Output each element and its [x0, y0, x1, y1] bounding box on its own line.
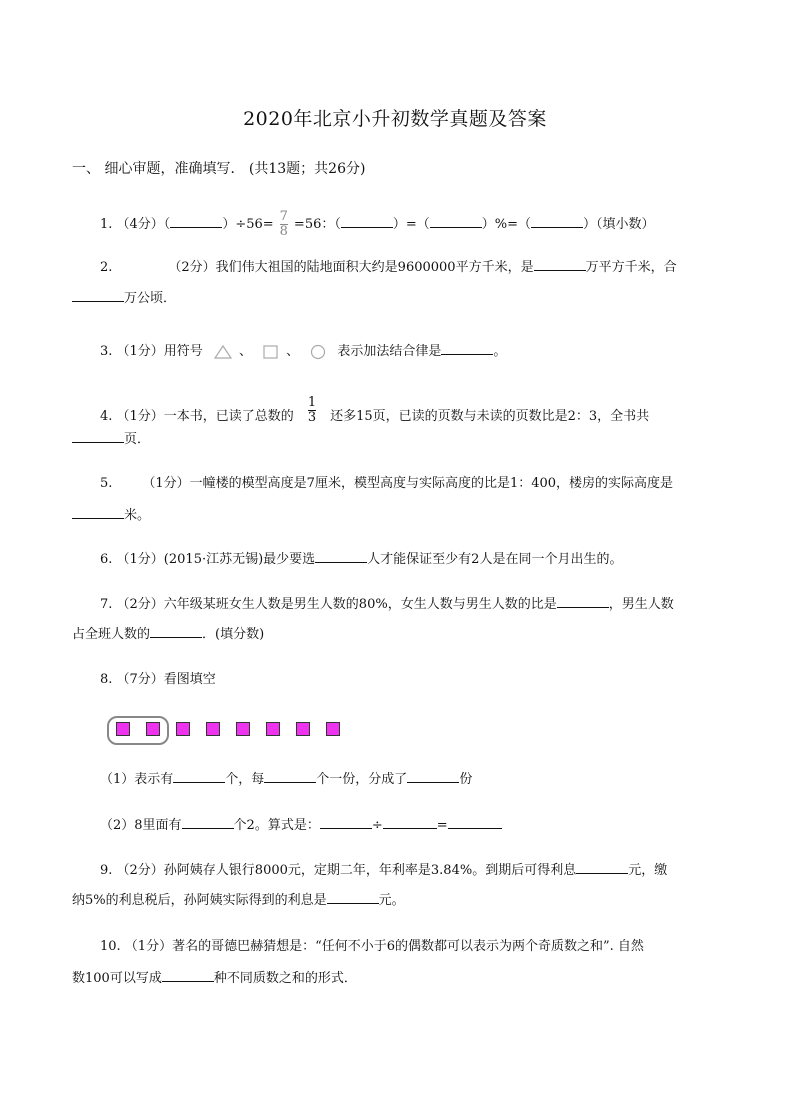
- answer-blank[interactable]: [72, 505, 124, 519]
- q10-text: 种不同质数之和的形式．: [213, 971, 357, 986]
- answer-blank[interactable]: [430, 214, 482, 228]
- triangle-icon: [213, 344, 233, 360]
- question-6: [100, 549, 622, 570]
- q5-text: 米。: [124, 508, 151, 523]
- q7-text: 7. （2分）六年级某班女生人数是男生人数的80%，女生人数与男生人数的比是: [100, 597, 557, 612]
- q8-text: （2）8里面有: [100, 818, 182, 833]
- q4-text: 4. （1分）一本书，已读了总数的: [100, 409, 294, 424]
- answer-blank[interactable]: [407, 769, 459, 783]
- question-1: [100, 211, 655, 238]
- q8-text: ÷: [371, 818, 383, 833]
- q6-text: 人才能保证至少有2人是在同一个月出生的。: [367, 552, 623, 567]
- square-shape: [176, 722, 190, 736]
- question-2-cont: [72, 288, 176, 309]
- answer-blank[interactable]: [383, 815, 437, 829]
- answer-blank[interactable]: [441, 341, 493, 355]
- q10-text: 10. （1分）著名的哥德巴赫猜想是：“任何不小于6的偶数都可以表示为两个奇质数之和”. 自然: [100, 939, 644, 954]
- q8-text: 个，每: [225, 772, 265, 787]
- q2-text: 万平方千米，合: [585, 260, 677, 275]
- square-shape: [236, 722, 250, 736]
- q7-text: ，男生人数: [608, 597, 674, 612]
- square-shape: [116, 722, 130, 736]
- question-5: [100, 474, 673, 494]
- answer-blank[interactable]: [327, 890, 379, 904]
- page-title: 2020年北京小升初数学真题及答案: [243, 108, 547, 130]
- fraction-7-8: $\frac{7}{8}$: [279, 209, 288, 239]
- question-3: [100, 341, 506, 362]
- question-4: [100, 395, 650, 430]
- q9-text: 纳5%的利息税后，孙阿姨实际得到的利息是: [72, 893, 327, 908]
- answer-blank[interactable]: [170, 214, 222, 228]
- q1-text: 1. （4分）（: [100, 217, 171, 232]
- answer-blank[interactable]: [72, 429, 124, 443]
- q9-text: 元。: [378, 893, 405, 908]
- square-shape: [296, 722, 310, 736]
- question-10: [100, 937, 644, 957]
- q9-text: 元，缴: [628, 863, 668, 878]
- separator: 、: [238, 344, 252, 359]
- answer-blank[interactable]: [576, 860, 628, 874]
- answer-blank[interactable]: [162, 968, 214, 982]
- square-shape: [146, 722, 160, 736]
- answer-blank[interactable]: [315, 549, 367, 563]
- q4-text: 还多15页，已读的页数与未读的页数比是2：3，全书共: [330, 409, 650, 424]
- circle-icon: [309, 344, 327, 360]
- q3-text: 3. （1分）用符号: [100, 344, 203, 359]
- question-9: [100, 860, 667, 881]
- section-heading: 一、 细心审题，准确填写． (共13题；共26分): [72, 161, 366, 177]
- square-shape: [326, 722, 340, 736]
- q2-text: （2分）我们伟大祖国的陆地面积大约是9600000平方千米，是: [168, 260, 534, 275]
- q2-text: 万公顷．: [124, 291, 177, 306]
- answer-blank[interactable]: [72, 288, 124, 302]
- q1-text: ）（填小数）: [583, 217, 655, 232]
- answer-blank[interactable]: [448, 815, 502, 829]
- answer-blank[interactable]: [531, 214, 583, 228]
- q8-text: 8. （7分）看图填空: [100, 672, 216, 687]
- q1-text: ）÷56=: [222, 217, 274, 232]
- question-8: [100, 670, 216, 690]
- question-8-part2: [100, 815, 502, 836]
- q2-number: 2.: [100, 260, 113, 275]
- answer-blank[interactable]: [534, 257, 586, 271]
- question-4-cont: [72, 429, 150, 450]
- q1-text: ）%=（: [481, 217, 532, 232]
- q3-text: 。: [493, 344, 507, 359]
- square-icon: [262, 344, 280, 360]
- square-shape: [206, 722, 220, 736]
- q8-text: （1）表示有: [100, 772, 174, 787]
- question-7-cont: [72, 624, 264, 645]
- answer-blank[interactable]: [264, 769, 316, 783]
- q8-text: =: [436, 818, 448, 833]
- separator: 、: [286, 344, 300, 359]
- question-5-cont: [72, 505, 150, 526]
- question-8-part1: [100, 769, 472, 790]
- question-2: [100, 257, 677, 278]
- answer-blank[interactable]: [341, 214, 393, 228]
- fraction-1-3: $\frac{1}{3}$: [307, 395, 317, 425]
- answer-blank[interactable]: [557, 594, 609, 608]
- q8-text: 个一份，分成了: [316, 772, 408, 787]
- q7-text: ．(填分数): [202, 627, 265, 642]
- q8-text: 份: [459, 772, 473, 787]
- q7-text: 占全班人数的: [72, 627, 151, 642]
- answer-blank[interactable]: [150, 624, 202, 638]
- q1-text: ）=（: [392, 217, 430, 232]
- question-7: [100, 594, 674, 615]
- q1-text: =56：（: [293, 217, 341, 232]
- q5-number: 5.: [100, 476, 113, 491]
- q9-text: 9. （2分）孙阿姨存人银行8000元，定期二年，年利率是3.84%。到期后可得利息: [100, 863, 577, 878]
- answer-blank[interactable]: [320, 815, 372, 829]
- answer-blank[interactable]: [173, 769, 225, 783]
- q3-text: 表示加法结合律是: [337, 344, 442, 359]
- question-9-cont: [72, 890, 405, 911]
- q6-text: 6. （1分）(2015·江苏无锡)最少要选: [100, 552, 316, 567]
- q5-text: （1分）一幢楼的模型高度是7厘米，模型高度与实际高度的比是1：400，楼房的实际高度是: [142, 476, 674, 491]
- q8-text: 个2。算式是：: [233, 818, 320, 833]
- q4-text: 页．: [124, 432, 151, 447]
- square-shape: [266, 722, 280, 736]
- question-10-cont: [72, 968, 357, 989]
- q10-text: 数100可以写成: [72, 971, 162, 986]
- answer-blank[interactable]: [182, 815, 234, 829]
